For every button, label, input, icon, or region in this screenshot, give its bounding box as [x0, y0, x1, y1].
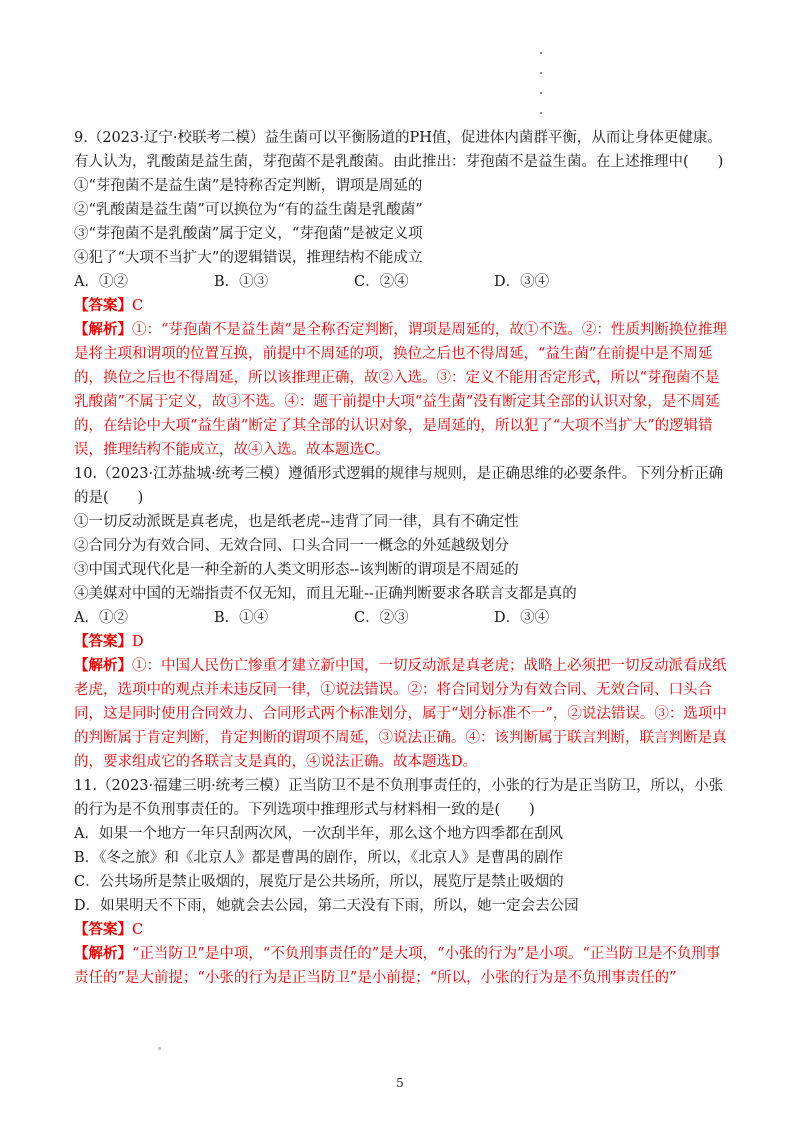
option-a: A．①② — [74, 610, 128, 626]
statement-item: ②“乳酸菌是益生菌”可以换位为“有的益生菌是乳酸菌” — [74, 202, 423, 218]
answer-line — [74, 630, 730, 654]
analysis — [74, 654, 730, 774]
analysis — [74, 942, 730, 990]
analysis-label: 【解析】 — [74, 321, 132, 338]
analysis-label: 【解析】 — [74, 657, 132, 674]
answer-value: C — [132, 922, 144, 938]
statement-item: ④美媒对中国的无端指责不仅无知，而且无耻--正确判断要求各联言支都是真的 — [74, 586, 577, 602]
analysis-text: ①：中国人民伤亡惨重才建立新中国，一切反动派是真老虎；战略上必须把一切反动派看成纸老虎，选项中的观点并未违反同一律，①说法错误。②：将合同划分为有效合同、无效合同、口头合同，这是同时使用合同效力、合同形式两个标准划分，属于“划分标准不一”，②说法错误。③：选项中的判断属于肯定判断，肯定判断的谓项不周延，③说法正确。④：该判断属于联言判断，联言判断是真的，要求组成它的各联言支是真的，④说法正确。故本题选D。 — [74, 658, 727, 770]
answer-label: 【答案】 — [74, 297, 132, 314]
answer-line — [74, 918, 730, 942]
answer-value: C — [132, 298, 144, 314]
answer-label: 【答案】 — [74, 921, 132, 938]
analysis-text: “正当防卫”是中项，“不负刑事责任的”是大项，“小张的行为”是小项。“正当防卫是不负刑事责任的”是大前提；“小张的行为是正当防卫”是小前提；“所以，小张的行为是不负刑事责任的” — [74, 946, 721, 986]
option-b: B．①③ — [214, 274, 269, 290]
content — [74, 126, 730, 990]
choice-option: C．公共场所是禁止吸烟的，展览厅是公共场所，所以，展览厅是禁止吸烟的 — [74, 874, 564, 890]
answer-options — [74, 606, 730, 630]
statement-item: ①一切反动派既是真老虎，也是纸老虎--违背了同一律，具有不确定性 — [74, 514, 519, 530]
choice-option: A．如果一个地方一年只刮两次风，一次刮半年，那么这个地方四季都在刮风 — [74, 826, 563, 842]
answer-line — [74, 294, 730, 318]
question-11 — [74, 774, 730, 990]
statement-item: ④犯了“大项不当扩大”的逻辑错误，推理结构不能成立 — [74, 250, 423, 266]
answer-value: D — [132, 634, 144, 650]
choice-option: D．如果明天不下雨，她就会去公园，第二天没有下雨，所以，她一定会去公园 — [74, 898, 579, 914]
choice-option: B．《冬之旅》和《北京人》都是曹禺的剧作，所以，《北京人》是曹禺的剧作 — [74, 850, 564, 866]
faint-mark — [158, 1047, 161, 1050]
statement-item: ①“芽孢菌不是益生菌”是特称否定判断，谓项是周延的 — [74, 178, 423, 194]
question-stem: 9.（2023·辽宁·校联考二模）益生菌可以平衡肠道的PH值，促进体内菌群平衡，从而让身体更健康。有人认为，乳酸菌是益生菌，芽孢菌不是乳酸菌。由此推出：芽孢菌不是益生菌。在上述推理中( ) — [74, 130, 724, 170]
option-d: D．③④ — [494, 274, 550, 290]
statement-item: ②合同分为有效合同、无效合同、口头合同一一概念的外延越级划分 — [74, 538, 509, 554]
answer-label: 【答案】 — [74, 633, 132, 650]
answer-options — [74, 270, 730, 294]
option-c: C．②③ — [354, 610, 409, 626]
analysis-text: ①：“芽孢菌不是益生菌”是全称否定判断，谓项是周延的，故①不选。②：性质判断换位推理是将主项和谓项的位置互换，前提中不周延的项，换位之后也不得周延，“益生菌”在前提中是不周延的，换位之后也不得周延，所以该推理正确，故②入选。③：定义不能用否定形式，所以“芽孢菌不是乳酸菌”不属于定义，故③不选。④：题干前提中大项“益生菌”没有断定其全部的认识对象，是不周延的，在结论中大项“益生菌”断定了其全部的认识对象，是周延的，所以犯了“大项不当扩大”的逻辑错误，推理结构不能成立，故④入选。故本题选C。 — [74, 322, 727, 458]
option-b: B．①④ — [214, 610, 269, 626]
page-number: 5 — [396, 1076, 404, 1090]
statement-item: ③“芽孢菌不是乳酸菌”属于定义，“芽孢菌”是被定义项 — [74, 226, 423, 242]
question-10 — [74, 462, 730, 774]
statement-item: ③中国式现代化是一种全新的人类文明形态--该判断的谓项是不周延的 — [74, 562, 519, 578]
analysis — [74, 318, 730, 462]
question-stem: 10.（2023·江苏盐城·统考三模）遵循形式逻辑的规律与规则，是正确思维的必要条件。下列分析正确的是( ) — [74, 466, 724, 506]
margin-dots — [540, 52, 546, 132]
option-c: C．②④ — [354, 274, 409, 290]
question-stem: 11.（2023·福建三明·统考三模）正当防卫不是不负刑事责任的，小张的行为是正当防卫，所以，小张的行为是不负刑事责任的。下列选项中推理形式与材料相一致的是( ) — [74, 778, 724, 818]
option-a: A．①② — [74, 274, 128, 290]
analysis-label: 【解析】 — [74, 945, 132, 962]
question-9 — [74, 126, 730, 462]
option-d: D．③④ — [494, 610, 550, 626]
